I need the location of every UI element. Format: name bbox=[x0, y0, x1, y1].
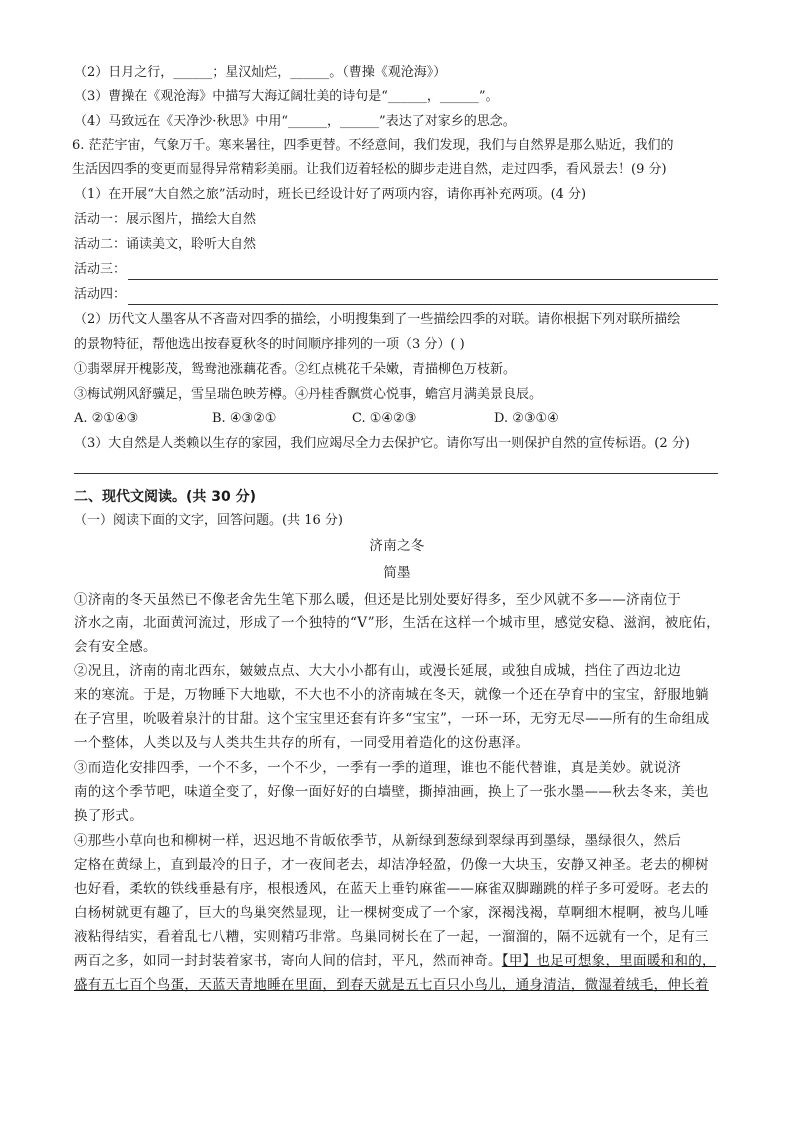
essay-p4-line-6-text: 两百之多，如同一封封装着家书，寄向人间的信封，平凡，然而神奇。 bbox=[74, 953, 502, 969]
essay-p4-line-2: 定格在黄绿上，直到最冷的日子，才一夜间老去，却洁净轻盈，仍像一大块玉，安静又神圣。老去的柳树 bbox=[74, 857, 709, 873]
q5-line-4: （4）马致远在《天净沙·秋思》中用“______，______”表达了对家乡的思念。 bbox=[74, 114, 516, 129]
essay-p1-line-3: 会有安全感。 bbox=[74, 639, 157, 655]
section-2-title: 二、现代文阅读。(共 30 分) bbox=[74, 489, 257, 505]
q6-intro-2: 生活因四季的变更而显得异常精彩美丽。让我们迈着轻松的脚步走进自然，走过四季，看风景去！(9 分) bbox=[72, 162, 667, 177]
essay-p3-line-3: 换了形式。 bbox=[74, 808, 143, 824]
activity-4-answer-line[interactable] bbox=[128, 304, 718, 305]
q5-line-3: （3）曹操在《观沧海》中描写大海辽阔壮美的诗句是“______，______”。 bbox=[74, 89, 499, 104]
essay-p4-line-1: ④那些小草向也和柳树一样，迟迟地不肯皈依季节，从新绿到葱绿到翠绿再到墨绿，墨绿很久，然后 bbox=[74, 833, 682, 849]
activity-3-label: 活动三： bbox=[74, 262, 127, 277]
activity-3-answer-line[interactable] bbox=[128, 279, 718, 280]
couplet-line-2: ③梅试朔风舒骥足，雪呈瑞色映芳樽。④丹桂香飘赏心悦事，蟾宫月满美景良辰。 bbox=[74, 387, 543, 402]
couplet-line-1: ①翡翠屏开槐影茂，鸳鸯池涨藕花香。②红点桃花千朵嫩，青描柳色万枝新。 bbox=[74, 362, 517, 377]
essay-p1-line-2: 济水之南，北面黄河流过，形成了一个独特的“V”形，生活在这样一个城市里，感觉安稳、滋润，被庇佑， bbox=[74, 615, 720, 631]
essay-p3-line-1: ③而造化安排四季，一个不多，一个不少，一季有一季的道理，谁也不能代替谁，真是美妙。就说济 bbox=[74, 760, 682, 776]
essay-p4-line-7-underlined: 盛有五七百个鸟蛋，天蓝天青地睡在里面，到春天就是五七百只小鸟儿，通身清洁，微湿着绒毛，伸长着 bbox=[74, 977, 709, 993]
section-2-sub: （一）阅读下面的文字，回答问题。(共 16 分) bbox=[74, 513, 343, 528]
option-b[interactable]: B. ④③②① bbox=[212, 411, 277, 426]
q5-line-2: （2）日月之行，______；星汉灿烂，______。（曹操《观沧海》） bbox=[74, 65, 447, 80]
essay-p2-line-4: 一个整体，人类以及与人类共生共存的所有，一同受用着造化的这份惠泽。 bbox=[74, 735, 530, 751]
option-c[interactable]: C. ①④②③ bbox=[352, 411, 417, 426]
option-a[interactable]: A. ②①④③ bbox=[74, 411, 139, 426]
option-d[interactable]: D. ②③①④ bbox=[494, 411, 559, 426]
essay-p3-line-2: 南的这个季节吧，味道全变了，好像一面好好的白墙壁，撕掉油画，换上了一张水墨——秋去冬来，美也 bbox=[74, 784, 709, 800]
activity-1: 活动一：展示图片，描绘大自然 bbox=[74, 212, 257, 227]
essay-p4-jia-underlined: 【甲】也足可想象，里面暖和和的， bbox=[501, 953, 716, 969]
activity-2: 活动二：诵读美文，聆听大自然 bbox=[74, 237, 257, 252]
essay-p2-line-2: 来的寒流。于是，万物睡下大地歇，不大也不小的济南城在冬天，就像一个还在孕育中的宝宝，舒服地躺 bbox=[74, 687, 709, 703]
essay-p4-line-3: 也好看，柔软的铁线垂悬有序，根根透风，在蓝天上垂钓麻雀——麻雀双脚蹦跳的样子多可爱呀。老去的 bbox=[74, 881, 709, 897]
slogan-answer-line[interactable] bbox=[74, 473, 718, 474]
q6-part-3: （3）大自然是人类赖以生存的家园，我们应竭尽全力去保护它。请你写出一则保护自然的宣传标语。(2 分) bbox=[74, 436, 690, 451]
essay-p4-line-5: 液粘得结实，看着乱七八糟，实则精巧非常。鸟巢同树长在了一起，一溜溜的，隔不远就有一个，足有三 bbox=[74, 929, 709, 945]
q6-intro-1: 6. 茫茫宇宙，气象万千。寒来暑往，四季更替。不经意间，我们发现，我们与自然界是那么贴近，我们的 bbox=[72, 138, 674, 153]
essay-author: 简墨 bbox=[383, 565, 411, 581]
essay-p2-line-3: 在子宫里，吮吸着泉汁的甘甜。这个宝宝里还套有许多“宝宝”，一环一环，无穷无尽——所有的生命组成 bbox=[74, 711, 710, 727]
essay-p4-line-4: 白杨树就更有趣了，巨大的鸟巢突然显现，让一棵树变成了一个家，深褐浅褐，草啊细木棍啊，被鸟儿唾 bbox=[74, 905, 709, 921]
essay-p4-line-6 bbox=[74, 952, 724, 970]
q6-part-2-b: 的景物特征，帮他选出按春夏秋冬的时间顺序排列的一项（3 分）( ) bbox=[74, 337, 465, 352]
essay-p1-line-1: ①济南的冬天虽然已不像老舍先生笔下那么暖，但还是比别处要好得多，至少风就不多——济南位于 bbox=[74, 592, 682, 608]
activity-4-label: 活动四： bbox=[74, 287, 127, 302]
q6-part-1: （1）在开展“大自然之旅”活动时，班长已经设计好了两项内容，请你再补充两项。(4 分) bbox=[74, 187, 587, 202]
essay-title: 济南之冬 bbox=[369, 538, 425, 554]
q6-part-2-a: （2）历代文人墨客从不吝啬对四季的描绘，小明搜集到了一些描绘四季的对联。请你根据下列对联所描绘 bbox=[74, 312, 681, 327]
essay-p2-line-1: ②况且，济南的南北西东，皴皴点点、大大小小都有山，或漫长延展，或独自成城，挡住了西边北边 bbox=[74, 663, 682, 679]
